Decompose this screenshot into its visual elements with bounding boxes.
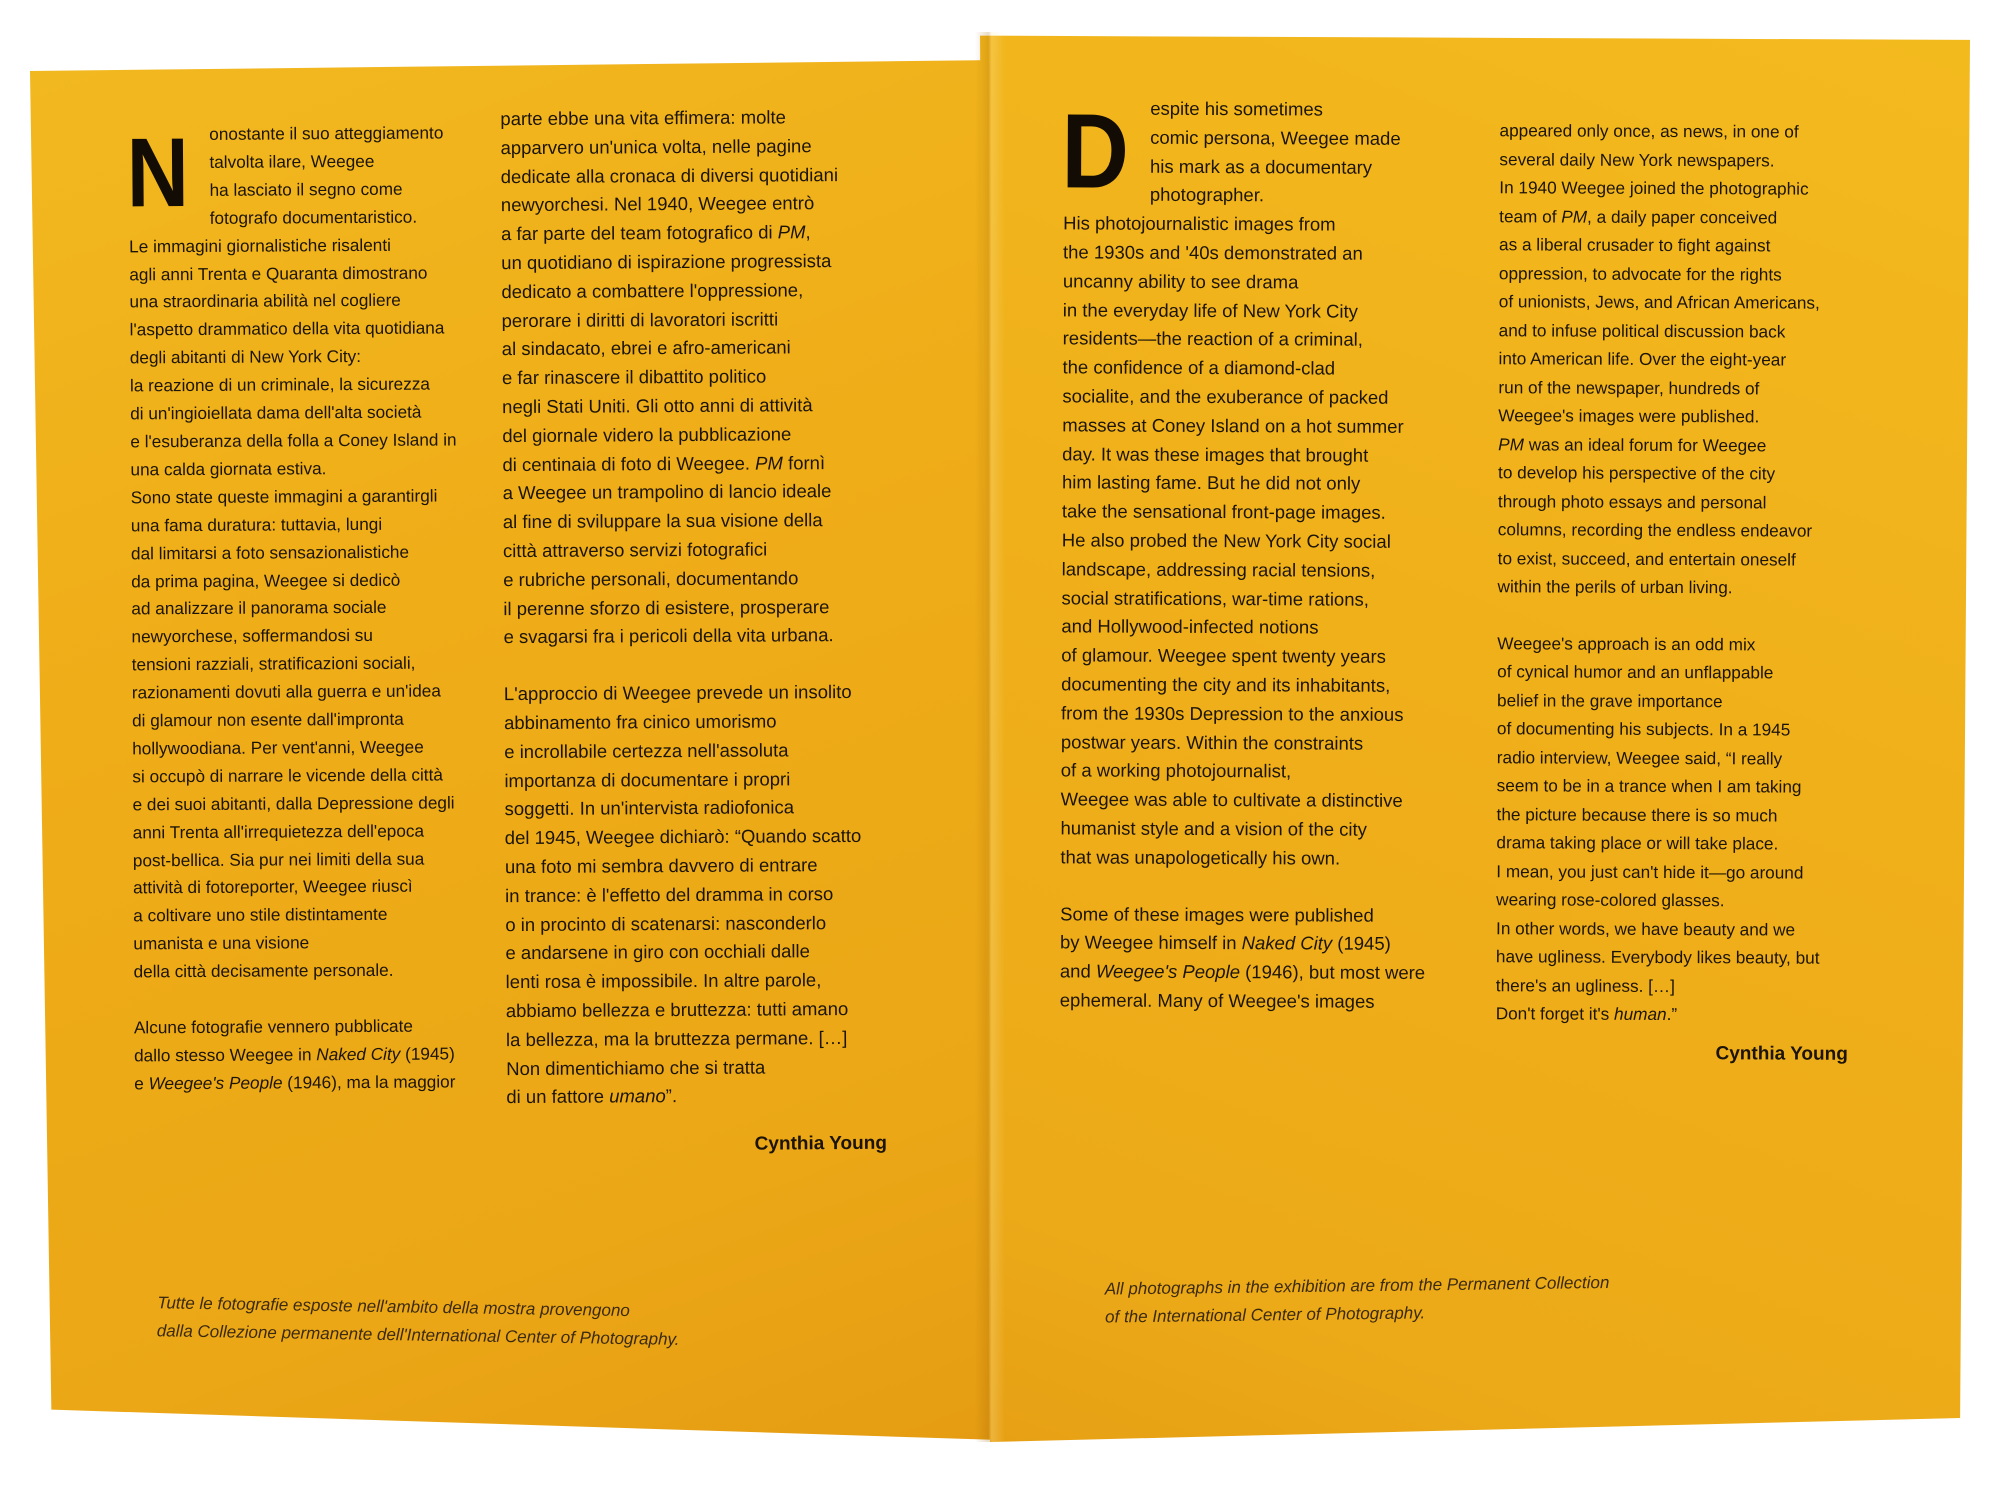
text-segment: e: [134, 1073, 144, 1094]
text-line: città attraverso servizi fotografici: [502, 538, 768, 562]
text-line: In other words, we have beauty and we: [1496, 917, 1796, 940]
text-line: as a liberal crusader to fight against: [1499, 234, 1771, 256]
text-line: attività di fotoreporter, Weegee riuscì: [132, 876, 413, 898]
text-line: run of the newspaper, hundreds of: [1498, 376, 1760, 398]
text-line: photographer.: [1149, 184, 1265, 206]
text-line: of a working photojournalist,: [1060, 759, 1292, 782]
text-line: in trance: è l'effetto del dramma in corso: [505, 882, 834, 906]
text-line: I mean, you just can't hide it—go around: [1496, 860, 1804, 883]
text-line: da prima pagina, Weegee si dedicò: [131, 569, 401, 591]
text-line: him lasting fame. But he did not only: [1061, 471, 1361, 495]
text-line: L'approccio di Weegee prevede un insolito: [503, 681, 852, 705]
text-line: his mark as a documentary: [1149, 155, 1373, 178]
text-line: appeared only once, as news, in one of: [1499, 120, 1799, 142]
text-line: wearing rose-colored glasses.: [1496, 889, 1725, 911]
text-line: the 1930s and '40s demonstrated an: [1062, 241, 1363, 264]
text-line: e l'esuberanza della folla a Coney Island in: [130, 429, 457, 452]
right-col2-para2: [1496, 629, 1878, 1030]
text-line: Weegee's approach is an odd mix: [1497, 632, 1756, 654]
text-line: e svagarsi fra i pericoli della vita urbana.: [503, 624, 834, 648]
text-line: del 1945, Weegee dichiarò: “Quando scatto: [504, 825, 862, 849]
text-segment: ”.: [665, 1085, 678, 1107]
text-line: degli abitanti di New York City:: [129, 346, 362, 368]
text-line: una calda giornata estiva.: [130, 458, 327, 480]
text-segment: .”: [1666, 1004, 1678, 1025]
text-line: [1498, 430, 1878, 460]
text-line: humanist style and a vision of the city: [1060, 817, 1368, 840]
left-footnote: [157, 1289, 681, 1354]
text-segment: team of: [1499, 205, 1557, 227]
text-line: hollywoodiana. Per vent'anni, Weegee: [132, 736, 424, 759]
text-line: la reazione di un criminale, la sicurezza: [129, 373, 431, 396]
text-line: la bellezza, ma la bruttezza permane. […]: [505, 1026, 848, 1050]
text-line: [502, 448, 912, 479]
text-segment: a far parte del team fotografico di: [501, 221, 773, 245]
text-line: lenti rosa è impossibile. In altre parole,: [505, 969, 822, 993]
text-line: have ugliness. Everybody likes beauty, but: [1495, 946, 1820, 968]
text-segment: (1946), ma la maggior: [287, 1071, 456, 1093]
pm-title: PM: [777, 221, 806, 243]
text-line: newyorchese, soffermandosi su: [131, 625, 373, 647]
pm-title: PM: [1561, 206, 1588, 227]
text-line: residents—the reaction of a criminal,: [1062, 327, 1363, 351]
text-line: razionamenti dovuti alla guerra e un'idea: [131, 680, 441, 703]
text-line: soggetti. In un'intervista radiofonica: [504, 796, 795, 820]
text-line: del giornale videro la pubblicazione: [502, 423, 792, 446]
text-segment: (1946), but most were: [1245, 961, 1426, 984]
right-col1-para1: [1060, 94, 1463, 873]
text-line: un quotidiano di ispirazione progressista: [501, 250, 832, 274]
text-line: masses at Coney Island on a hot summer: [1062, 414, 1404, 437]
text-line: espite his sometimes: [1150, 97, 1324, 120]
title-naked-city: Naked City: [1241, 932, 1333, 954]
right-footnote: [1105, 1269, 1610, 1332]
text-line: into American life. Over the eight-year: [1498, 348, 1787, 370]
text-segment: di un fattore: [506, 1085, 605, 1108]
text-line: e dei suoi abitanti, dalla Depressione degli: [132, 792, 455, 815]
text-line: l'aspetto drammatico della vita quotidiana: [129, 317, 445, 340]
text-line: al sindacato, ebrei e afro-americani: [501, 336, 791, 360]
emphasis-human: human: [1614, 1003, 1667, 1025]
text-line: of unionists, Jews, and African Americans,: [1498, 291, 1820, 313]
text-line: Weegee was able to cultivate a distinctive: [1060, 788, 1403, 811]
text-segment: (1945): [405, 1043, 455, 1064]
text-line: abbinamento fra cinico umorismo: [503, 710, 777, 734]
left-column-1: [128, 119, 504, 1098]
text-segment: (1945): [1337, 932, 1391, 955]
text-line: Weegee's images were published.: [1498, 405, 1760, 427]
text-line: the picture because there is so much: [1496, 803, 1778, 825]
text-segment: and: [1059, 960, 1091, 982]
footnote-line: of the International Center of Photography.: [1104, 1303, 1426, 1327]
pm-title: PM: [1498, 433, 1525, 454]
text-line: comic persona, Weegee made: [1150, 126, 1401, 149]
left-col1-para2: [134, 1012, 505, 1098]
text-line: of documenting his subjects. In a 1945: [1496, 718, 1791, 740]
text-line: the confidence of a diamond-clad: [1062, 356, 1336, 379]
text-line: In 1940 Weegee joined the photographic: [1499, 177, 1809, 199]
text-line: [1496, 999, 1876, 1029]
dropcap-n: N: [126, 117, 190, 228]
text-line: ad analizzare il panorama sociale: [131, 597, 387, 619]
text-line: Sono state queste immagini a garantirgli: [130, 485, 438, 508]
footnote-line: dalla Collezione permanente dell'International Center of Photography.: [156, 1321, 680, 1349]
text-line: landscape, addressing racial tensions,: [1061, 558, 1376, 581]
text-line: and Hollywood-infected notions: [1061, 615, 1319, 638]
text-line: a far parte del team fotografico di PM,: [501, 221, 811, 245]
text-line: He also probed the New York City social: [1061, 529, 1391, 552]
text-line: di glamour non esente dall'impronta: [131, 708, 404, 731]
text-line: a coltivare uno stile distintamente: [133, 904, 388, 926]
text-line: al fine di sviluppare la sua visione della: [502, 509, 823, 533]
dropcap-d: D: [1061, 92, 1130, 211]
footnote-line: Tutte le fotografie esposte nell'ambito della mostra provengono: [157, 1293, 630, 1321]
text-line: fotografo documentaristico.: [209, 206, 418, 228]
text-line: tensioni razziali, stratificazioni sociali,: [131, 652, 416, 675]
text-line: seem to be in a trance when I am taking: [1496, 775, 1802, 797]
text-line: abbiamo bellezza e bruttezza: tutti amano: [505, 997, 849, 1022]
text-line: that was unapologetically his own.: [1060, 846, 1341, 869]
text-line: talvolta ilare, Weegee: [209, 150, 375, 172]
text-line: in the everyday life of New York City: [1062, 298, 1358, 322]
title-weegees-people: Weegee's People: [1095, 960, 1241, 983]
text-segment: , a daily paper conceived: [1587, 206, 1778, 227]
text-line: postwar years. Within the constraints: [1060, 730, 1364, 754]
text-line: Some of these images were published: [1060, 902, 1374, 926]
text-line: day. It was these images that brought: [1062, 442, 1369, 466]
pm-title: PM: [755, 451, 783, 474]
text-line: [134, 1068, 504, 1098]
text-line: of cynical humor and an unflappable: [1497, 661, 1774, 683]
text-line: post-bellica. Sia pur nei limiti della sua: [132, 848, 425, 870]
text-line: una fama duratura: tuttavia, lungi: [130, 513, 383, 536]
text-line: Non dimentichiamo che si tratta: [506, 1056, 766, 1079]
text-line: o in procinto di scatenarsi: nasconderlo: [505, 911, 827, 935]
text-line: anni Trenta all'irrequietezza dell'epoca: [132, 820, 425, 843]
text-line: della città decisamente personale.: [133, 959, 394, 982]
text-line: si occupò di narrare le vicende della città: [132, 764, 443, 787]
text-line: umanista e una visione: [133, 932, 310, 954]
text-line: ephemeral. Many of Weegee's images: [1059, 989, 1375, 1012]
text-line: newyorchesi. Nel 1940, Weegee entrò: [500, 192, 815, 216]
text-line: [1060, 929, 1460, 960]
text-line: Le immagini giornalistiche risalenti: [129, 234, 391, 257]
text-line: within the perils of urban living.: [1497, 576, 1733, 598]
text-line: take the sensational front-page images.: [1061, 500, 1386, 523]
text-line: to exist, succeed, and entertain oneself: [1497, 547, 1796, 570]
right-page-content: [974, 30, 1970, 1446]
left-col1-para1: [128, 119, 503, 986]
text-segment: fornì: [787, 451, 826, 473]
title-naked-city: Naked City: [316, 1043, 401, 1065]
text-line: [506, 1081, 916, 1112]
text-line: e incrollabile certezza nell'assoluta: [504, 739, 789, 762]
text-line: oppression, to advocate for the rights: [1498, 262, 1782, 285]
text-segment: Don't forget it's: [1495, 1003, 1610, 1024]
right-column-2: [1496, 116, 1880, 1029]
author-signature: Cynthia Young: [1715, 1043, 1848, 1065]
left-page-content: [30, 54, 1008, 1440]
text-line: Alcune fotografie vennero pubblicate: [133, 1015, 413, 1038]
left-column-2: [500, 103, 916, 1113]
right-col1-para2: [1060, 900, 1460, 1017]
text-line: apparvero un'unica volta, nelle pagine: [500, 135, 812, 158]
text-segment: dallo stesso Weegee in: [134, 1044, 312, 1066]
text-line: of glamour. Weegee spent twenty years: [1061, 644, 1386, 667]
text-line: [134, 1040, 504, 1070]
text-line: drama taking place or will take place.: [1496, 832, 1779, 854]
text-line: perorare i diritti di lavoratori iscritti: [501, 308, 779, 331]
text-line: negli Stati Uniti. Gli otto anni di attività: [502, 394, 813, 418]
text-line: dedicato a combattere l'oppressione,: [501, 279, 804, 302]
text-line: from the 1930s Depression to the anxious: [1060, 702, 1404, 725]
text-line: social stratifications, war-time rations,: [1061, 586, 1369, 610]
text-line: il perenne sforzo di esistere, prosperare: [503, 595, 830, 619]
text-line: ha lasciato il segno come: [209, 178, 403, 200]
text-line: parte ebbe una vita effimera: molte: [500, 106, 786, 130]
text-line: una straordinaria abilità nel cogliere: [129, 290, 401, 312]
text-line: e rubriche personali, documentando: [503, 567, 799, 590]
text-line: a Weegee un trampolino di lancio ideale: [502, 480, 832, 504]
emphasis-umano: umano: [609, 1085, 666, 1107]
title-weegees-people: Weegee's People: [148, 1072, 283, 1094]
text-line: and to infuse political discussion back: [1498, 319, 1786, 342]
footnote-line: All photographs in the exhibition are from the Permanent Collection: [1104, 1272, 1610, 1299]
text-line: importanza di documentare i propri: [504, 767, 791, 791]
text-line: agli anni Trenta e Quaranta dimostrano: [129, 262, 428, 284]
text-line: several daily New York newspapers.: [1499, 148, 1775, 170]
author-signature: Cynthia Young: [754, 1132, 887, 1155]
text-line: di un'ingioiellata dama dell'alta società: [130, 401, 422, 424]
left-col2-para1: [500, 103, 913, 653]
text-line: belief in the grave importance: [1497, 689, 1723, 711]
text-line: documenting the city and its inhabitants,: [1061, 673, 1391, 696]
text-segment: by Weegee himself in: [1059, 931, 1237, 954]
text-line: onostante il suo atteggiamento: [209, 122, 444, 144]
text-line: uncanny ability to see drama: [1062, 270, 1299, 293]
text-line: to develop his perspective of the city: [1498, 462, 1776, 484]
right-column-1: [1060, 94, 1464, 1016]
text-line: there's an ugliness. […]: [1495, 974, 1675, 996]
text-line: una foto mi sembra davvero di entrare: [504, 854, 818, 878]
text-line: [1499, 202, 1879, 232]
text-segment: di centinaia di foto di Weegee.: [502, 452, 751, 475]
text-line: radio interview, Weegee said, “I really: [1496, 746, 1783, 769]
text-line: e andarsene in giro con occhiali dalle: [505, 940, 810, 964]
text-line: e far rinascere il dibattito politico: [501, 365, 767, 389]
text-line: dal limitarsi a foto sensazionalistiche: [130, 541, 410, 563]
text-segment: was an ideal forum for Weegee: [1528, 433, 1767, 455]
text-line: His photojournalistic images from: [1063, 212, 1336, 235]
text-line: columns, recording the endless endeavor: [1497, 519, 1813, 541]
text-line: dedicate alla cronaca di diversi quotidiani: [500, 163, 839, 187]
text-line: through photo essays and personal: [1497, 490, 1767, 512]
text-line: [1060, 957, 1460, 988]
text-line: socialite, and the exuberance of packed: [1062, 385, 1389, 408]
right-col2-para1: [1498, 116, 1880, 602]
left-col2-para2: [504, 678, 917, 1112]
